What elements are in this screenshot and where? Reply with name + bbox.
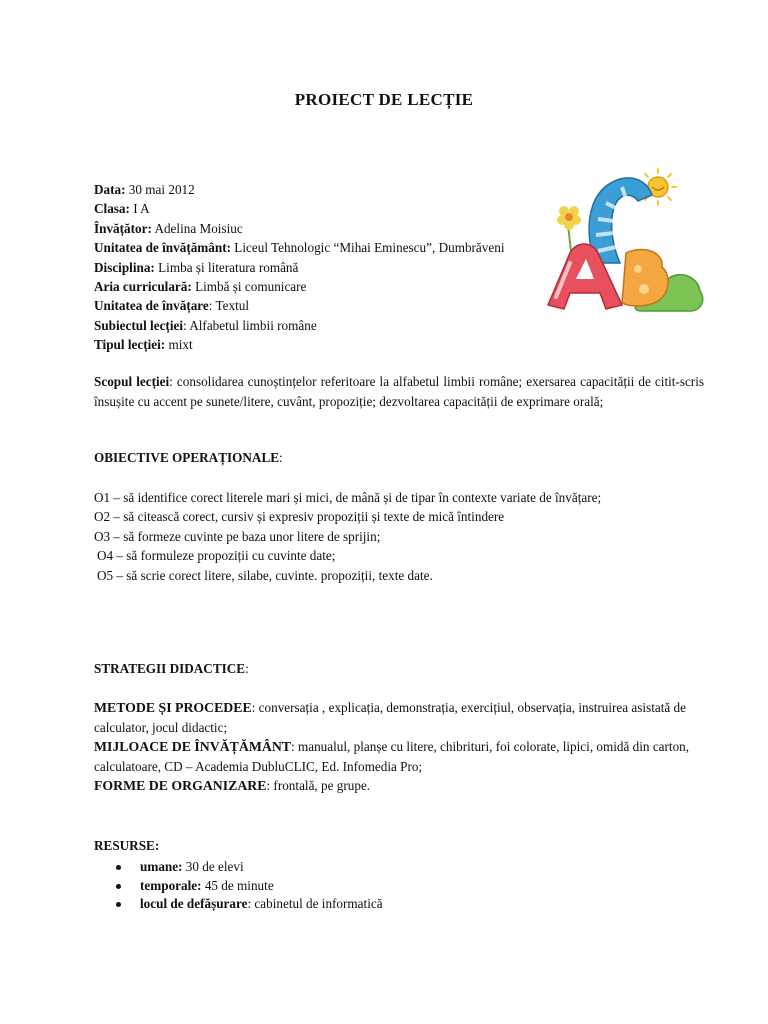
objective-item: O5 – să scrie corect litere, silabe, cuvinte. propoziții, texte date. xyxy=(97,567,433,583)
list-item: umane: 30 de elevi xyxy=(94,858,704,877)
meta-school: Unitatea de învățământ: Liceul Tehnologic “Mihai Eminescu”, Dumbrăveni xyxy=(94,240,505,256)
list-item: temporale: 45 de minute xyxy=(94,877,704,896)
forms-paragraph: FORME DE ORGANIZARE: frontală, pe grupe. xyxy=(94,778,371,794)
resources-heading: RESURSE: xyxy=(94,838,160,853)
lesson-scope: Scopul lecției: consolidarea cunoștințelor referitoare la alfabetul limbii române; exersarea capacității de citit-scris însușite cu accent pe sunete/litere, cuvânt, propoziție; dezvoltarea capacității de exprimare orală; xyxy=(94,374,704,409)
meta-lesson-type: Tipul lecției: mixt xyxy=(94,337,193,353)
means-paragraph: MIJLOACE DE ÎNVĂȚĂMÂNT: manualul, planșe cu litere, chibrituri, foi colorate, lipici, omidă din carton, calculatoare, CD – Academia DubluCLIC, Ed. Infomedia Pro; xyxy=(94,739,690,774)
list-item: locul de defășurare: cabinetul de informatică xyxy=(94,895,704,914)
meta-class: Clasa: I A xyxy=(94,201,150,217)
didactic-strategies xyxy=(94,698,704,796)
alphabet-illustration xyxy=(526,165,706,315)
document-title: PROIECT DE LECȚIE xyxy=(294,90,474,109)
meta-curricular-area: Aria curriculară: Limbă și comunicare xyxy=(94,279,307,295)
objectives-list xyxy=(94,488,704,585)
methods-paragraph: METODE ȘI PROCEDEE: conversația , explicația, demonstrația, exercițiul, observația, instruirea asistată de calculator, jocul didactic; xyxy=(94,700,686,735)
objectives-heading: OBIECTIVE OPERAȚIONALE: xyxy=(94,450,283,465)
objective-item: O2 – să citească corect, cursiv și expresiv propoziții și texte de mică întindere xyxy=(94,509,505,525)
resources-list xyxy=(94,858,704,914)
meta-subject: Subiectul lecției: Alfabetul limbii române xyxy=(94,317,317,333)
meta-learning-unit: Unitatea de învățare: Textul xyxy=(94,298,250,314)
objective-item: O4 – să formuleze propoziții cu cuvinte date; xyxy=(97,548,336,564)
strategies-heading: STRATEGII DIDACTICE: xyxy=(94,661,249,676)
objective-item: O3 – să formeze cuvinte pe baza unor litere de sprijin; xyxy=(94,528,381,544)
objective-item: O1 – să identifice corect literele mari și mici, de mână și de tipar în contexte variate de învățare; xyxy=(94,490,602,505)
letter-b-icon xyxy=(622,249,668,306)
lesson-metadata xyxy=(94,180,594,355)
meta-date: Data: 30 mai 2012 xyxy=(94,182,195,197)
meta-teacher: Învățător: Adelina Moisiuc xyxy=(94,220,243,236)
meta-discipline: Disciplina: Limba și literatura română xyxy=(94,259,299,275)
